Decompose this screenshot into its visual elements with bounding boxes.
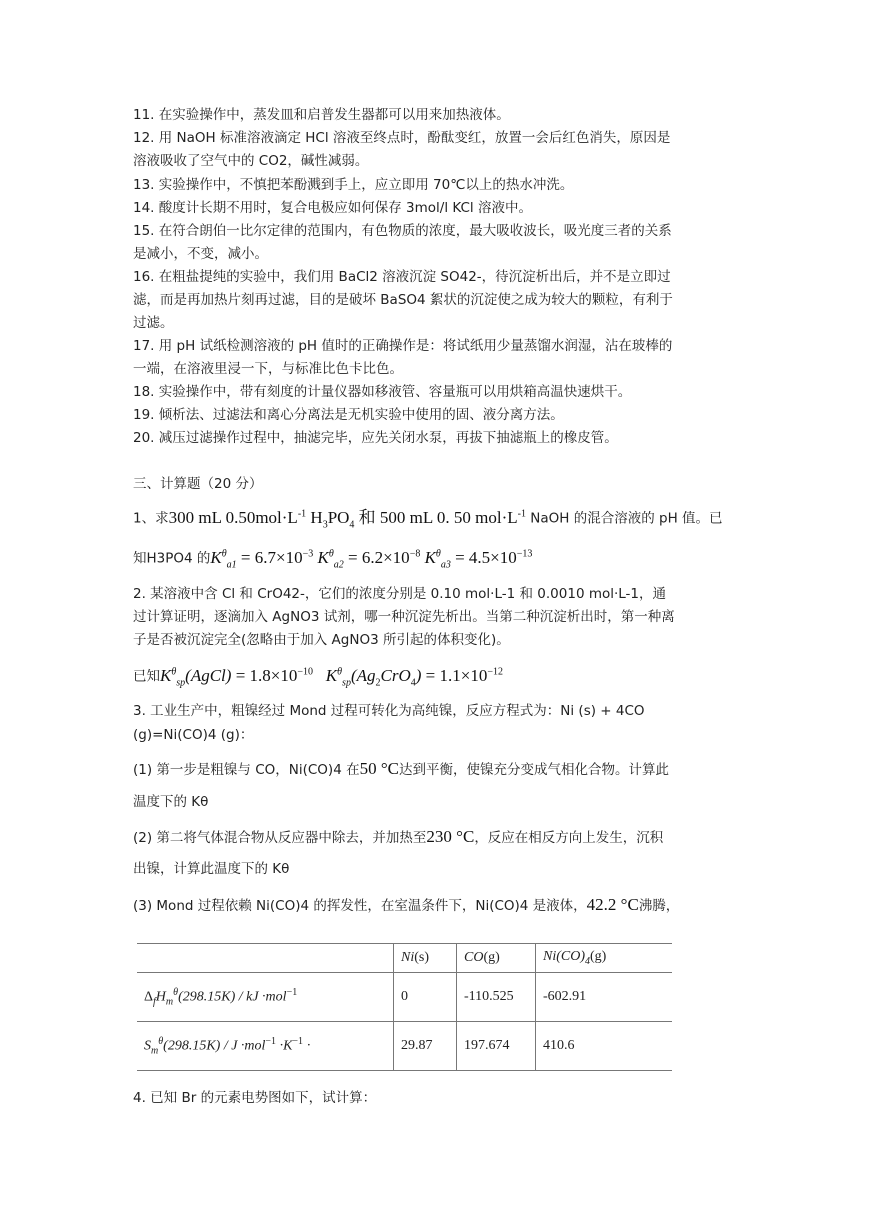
- q3-part3-line1: (3) Mond 过程依赖 Ni(CO)4 的挥发性，在室温条件下，Ni(CO)4 是液体，42.2 °C沸腾，: [133, 895, 680, 914]
- item-15-line2: 是减小，不变，减小。: [133, 246, 268, 262]
- item-17-line2: 一端，在溶液里浸一下，与标准比色卡比色。: [133, 361, 403, 377]
- item-16-line3: 过滤。: [133, 315, 174, 331]
- q3-part2-line2: 出镍，计算此温度下的 Kθ: [133, 861, 290, 877]
- q2-line2: 过计算证明，逐滴加入 AgNO3 试剂，哪一种沉淀先析出。当第二种沉淀析出时，第一种离: [133, 609, 675, 625]
- q2-ksp-values: $K^\theta_{sp}(AgCl) = 1.8\times 10^{-10}$ $K^\theta_{sp}(Ag_2CrO_4) = 1.1\times 10^{-12}$: [160, 665, 503, 689]
- thermo-data-table: [137, 943, 672, 1071]
- table-header-blank: [137, 944, 394, 973]
- q3-line2: (g)=Ni(CO)4 (g)：: [133, 727, 254, 743]
- table-header-nico4: $Ni(CO)_4(g)$: [536, 944, 673, 973]
- item-13: 13. 实验操作中，不慎把苯酚溅到手上，应立即用 70℃以上的热水冲洗。: [133, 177, 574, 193]
- item-12-line1: 12. 用 NaOH 标准溶液滴定 HCl 溶液至终点时，酚酞变红，放置一会后红色消失，原因是: [133, 130, 671, 146]
- q3-part2-line1: (2) 第二将气体混合物从反应器中除去，并加热至230 °C，反应在相反方向上发生，沉积: [133, 827, 664, 846]
- q3-line1: 3. 工业生产中，粗镍经过 Mond 过程可转化为高纯镍，反应方程式为：Ni (s) + 4CO: [133, 703, 645, 719]
- q2-line1: 2. 某溶液中含 Cl 和 CrO42-，它们的浓度分别是 0.10 mol·L-1 和 0.0010 mol·L-1，通: [133, 586, 667, 602]
- item-19: 19. 倾析法、过滤法和离心分离法是无机实验中使用的固、液分离方法。: [133, 407, 564, 423]
- q1-line2: 知H3PO4 的$K^\theta_{a1} = 6.7\times 10^{-3}$ $K^\theta_{a2} = 6.2\times 10^{-8}$ $K^\theta_{a3} = 4.5\times 10^{-13}$: [133, 547, 533, 571]
- q3-part1-line1: (1) 第一步是粗镍与 CO，Ni(CO)4 在50 °C达到平衡，使镍充分变成气相化合物。计算此: [133, 759, 669, 778]
- q1-prefix: 1、求: [133, 510, 169, 527]
- q4-line1: 4. 已知 Br 的元素电势图如下，试计算：: [133, 1090, 377, 1106]
- section-title: 三、计算题（20 分）: [133, 476, 263, 492]
- cell-entropy-ni: 29.87: [394, 1022, 457, 1071]
- cell-enthalpy-ni: 0: [394, 973, 457, 1022]
- table-header-ni: Ni(s): [394, 944, 457, 973]
- item-16-line1: 16. 在粗盐提纯的实验中，我们用 BaCl2 溶液沉淀 SO42-，待沉淀析出后，并不是立即过: [133, 269, 671, 285]
- q1-suffix: NaOH 的混合溶液的 pH 值。已: [525, 510, 723, 527]
- table-header-row: [137, 944, 672, 973]
- item-20: 20. 减压过滤操作过程中，抽滤完毕，应先关闭水泵，再拔下抽滤瓶上的橡皮管。: [133, 430, 618, 446]
- cell-entropy-nico4: 410.6: [536, 1022, 673, 1071]
- q1-ka-values: $K^\theta_{a1} = 6.7\times 10^{-3}$ $K^\theta_{a2} = 6.2\times 10^{-8}$ $K^\theta_{a3} = 4.5\times 10^{-13}$: [210, 547, 533, 571]
- temp-42c: 42.2 °C: [586, 895, 639, 914]
- temp-50c: 50 °C: [359, 759, 399, 778]
- item-18: 18. 实验操作中，带有刻度的计量仪器如移液管、容量瓶可以用烘箱高温快速烘干。: [133, 384, 632, 400]
- cell-enthalpy-co: -110.525: [457, 973, 536, 1022]
- cell-enthalpy-nico4: -602.91: [536, 973, 673, 1022]
- row-label-entropy: $S_m^\theta(298.15K) / J \cdot mol^{-1} \cdot K^{-1}$ ·: [137, 1022, 394, 1071]
- q3-part1-line2: 温度下的 Kθ: [133, 794, 209, 810]
- q1-formula-a: 300 mL $0.50mol\cdot L^{-1}$ $H_3PO_4$ 和 500 mL 0. 50 $mol\cdot L^{-1}$: [168, 507, 526, 531]
- item-11: 11. 在实验操作中，蒸发皿和启普发生器都可以用来加热液体。: [133, 107, 510, 123]
- table-header-co: CO(g): [457, 944, 536, 973]
- table-row: [137, 973, 672, 1022]
- item-15-line1: 15. 在符合朗伯一比尔定律的范围内，有色物质的浓度，最大吸收波长，吸光度三者的关系: [133, 223, 672, 239]
- table-row: [137, 1022, 672, 1071]
- item-16-line2: 滤，而是再加热片刻再过滤，目的是破坏 BaSO4 絮状的沉淀使之成为较大的颗粒，有利于: [133, 292, 673, 308]
- item-17-line1: 17. 用 pH 试纸检测溶液的 pH 值时的正确操作是：将试纸用少量蒸馏水润湿，沾在玻棒的: [133, 338, 673, 354]
- row-label-enthalpy: $\Delta_fH_m^\theta(298.15K)$ / kJ ·mol$^{-1}$: [137, 973, 394, 1022]
- cell-entropy-co: 197.674: [457, 1022, 536, 1071]
- q2-line3: 子是否被沉淀完全(忽略由于加入 AgNO3 所引起的体积变化)。: [133, 632, 510, 648]
- temp-230c: 230 °C: [426, 827, 475, 846]
- item-14: 14. 酸度计长期不用时，复合电极应如何保存 3mol/l KCl 溶液中。: [133, 200, 532, 216]
- item-12-line2: 溶液吸收了空气中的 CO2，碱性减弱。: [133, 153, 369, 169]
- q1-line1: [133, 505, 723, 534]
- q2-known: 已知$K^\theta_{sp}(AgCl) = 1.8\times 10^{-10}$ $K^\theta_{sp}(Ag_2CrO_4) = 1.1\times 10^{-12}$: [133, 665, 503, 689]
